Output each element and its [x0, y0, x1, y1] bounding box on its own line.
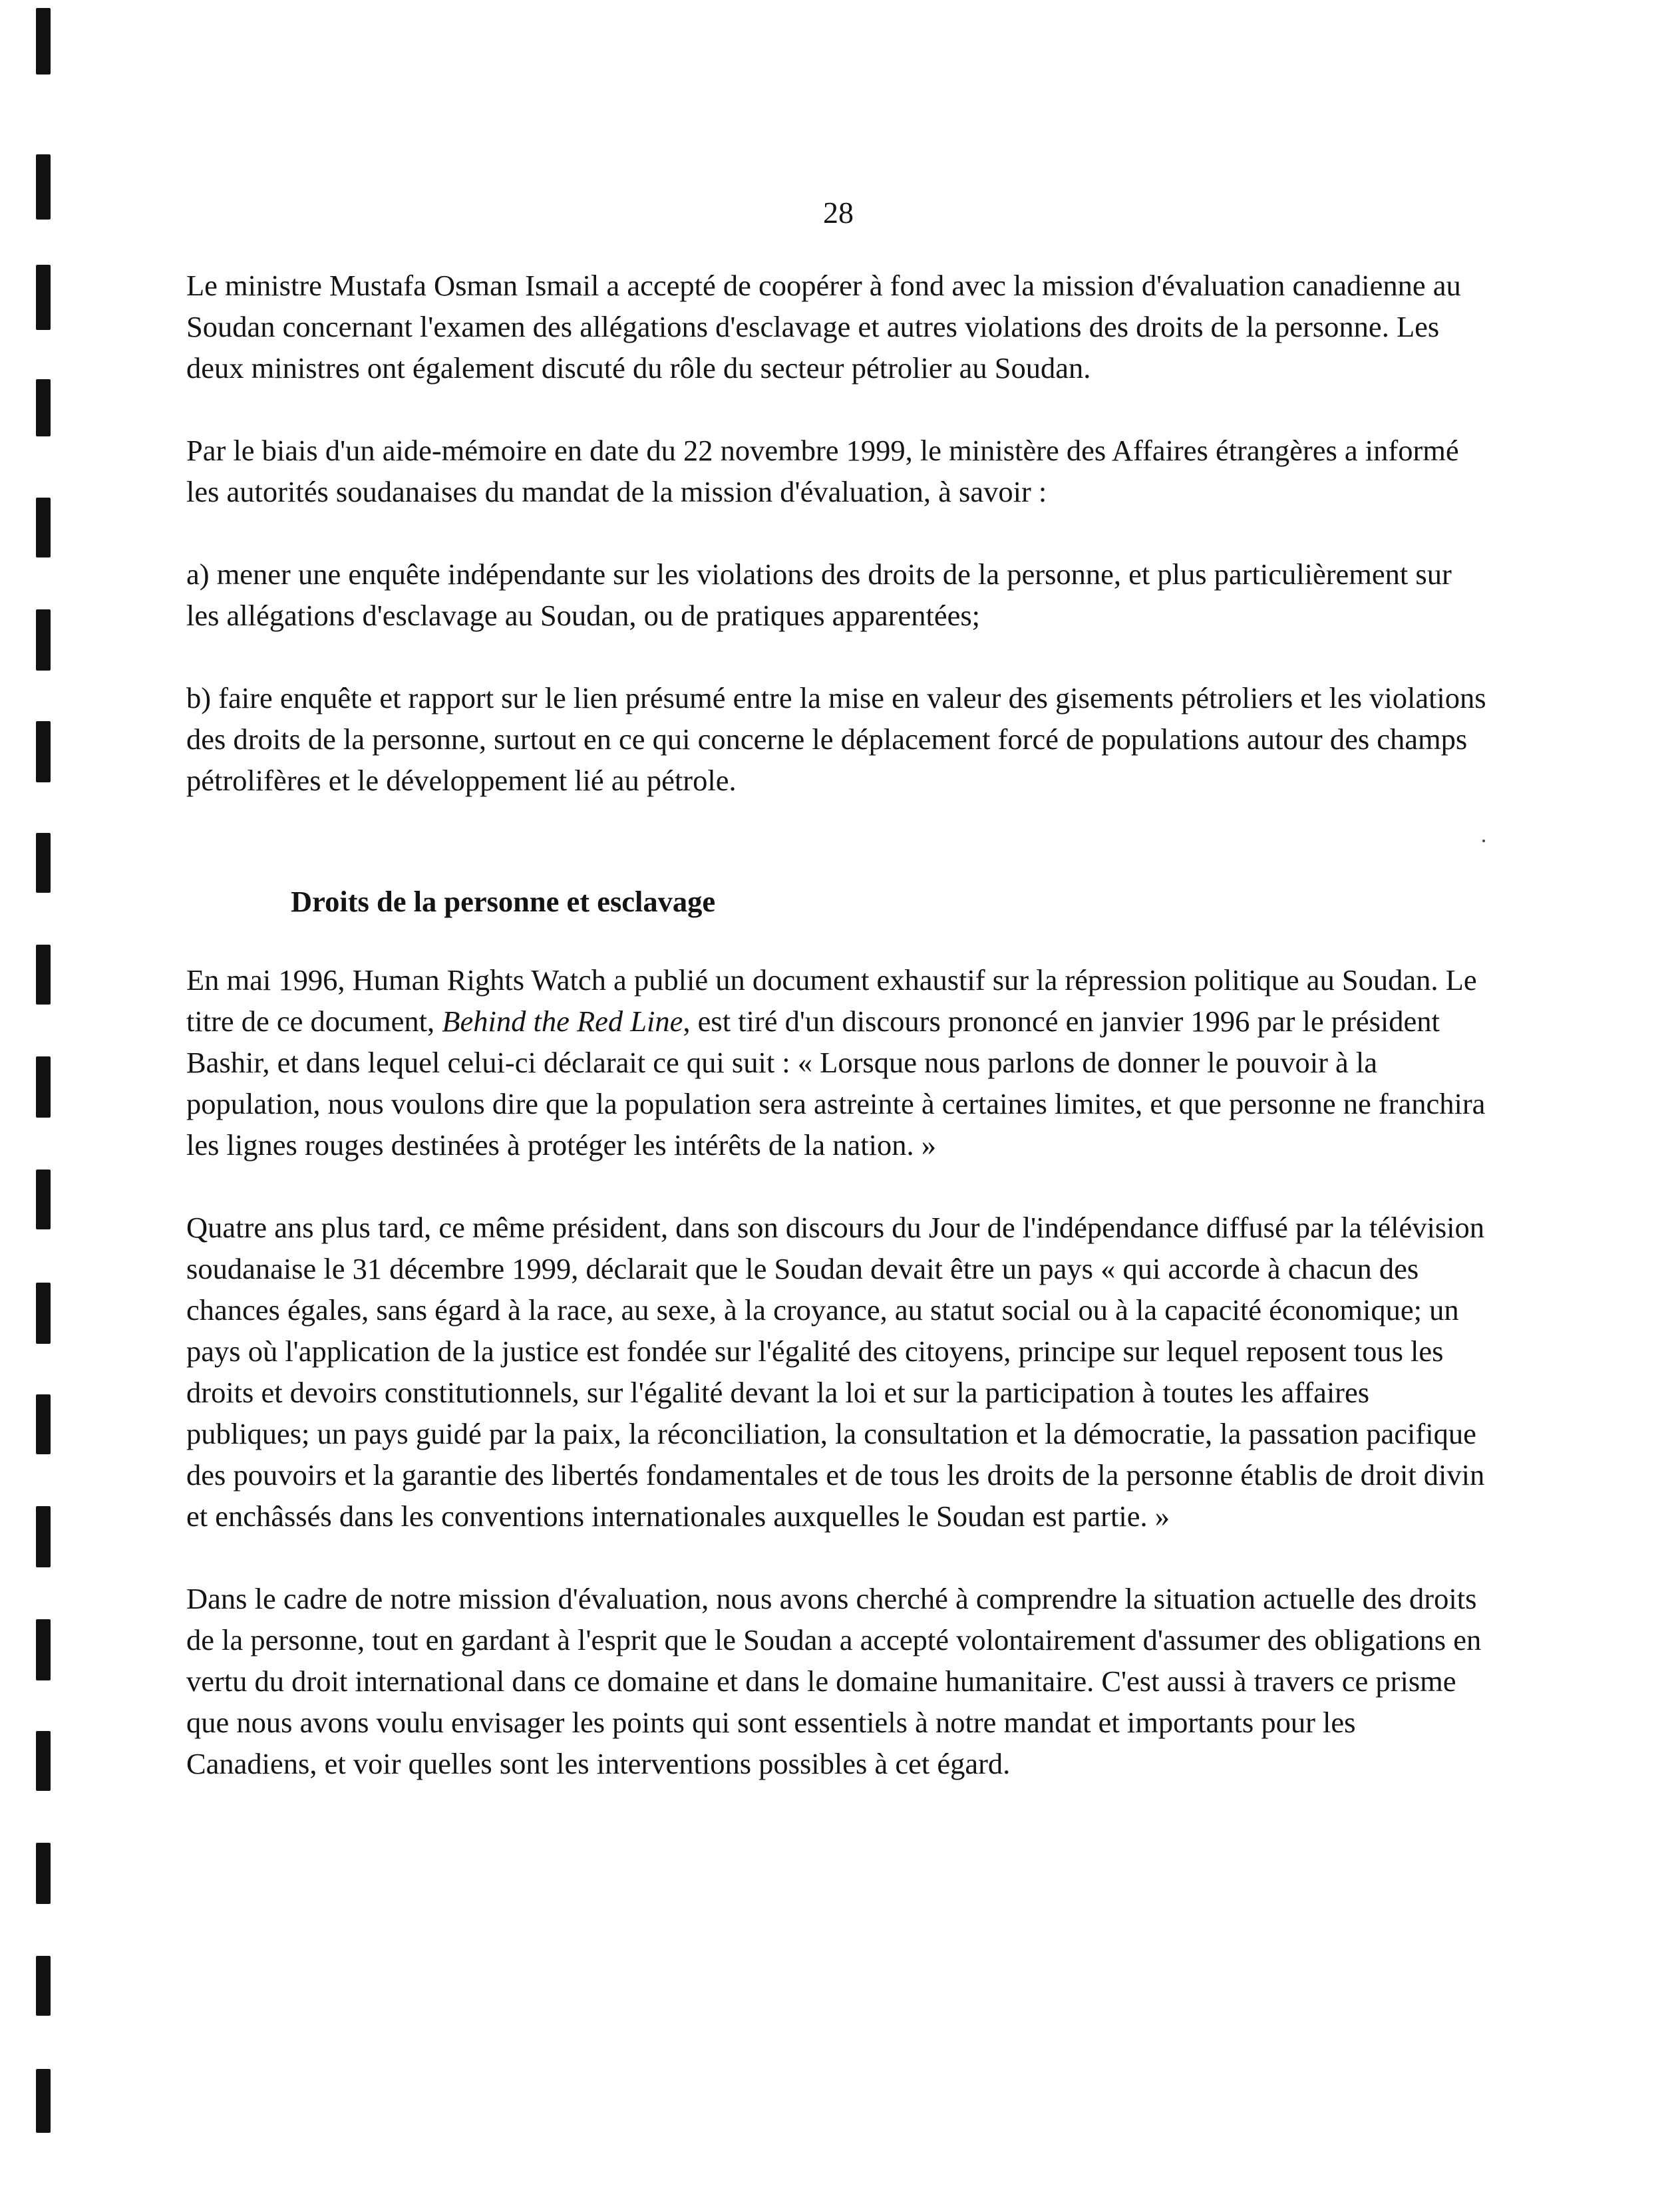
scan-margin-bar	[36, 833, 51, 893]
page-number: 28	[823, 196, 854, 230]
paragraph-hrw-text-before: En mai 1996, Human Rights Watch a publié un document exhaustif sur la répression politique au Soudan. Le titre de ce document,	[186, 963, 1477, 1038]
scan-margin-bar	[36, 721, 51, 782]
scan-margin-bar	[36, 2069, 51, 2133]
scan-margin-bar	[36, 1506, 51, 1567]
scan-margin-bar	[36, 498, 51, 557]
scan-margin-bar	[36, 1843, 51, 1904]
paragraph-quatre-ans: Quatre ans plus tard, ce même président, dans son discours du Jour de l'indépendance diffusé par la télévision soudanaise le 31 décembre 1999, déclarait que le Soudan devait être un pays « qui accorde à chacun des chances égales, sans égard à la race, au sexe, à la croyance, au statut social ou à la capacité économique; un pays où l'application de la justice est fondée sur l'égalité des citoyens, principe sur lequel reposent tous les droits et devoirs constitutionnels, sur l'égalité devant la loi et sur la participation à toutes les affaires publiques; un pays guidé par la paix, la réconciliation, la consultation et la démocratie, la passation pacifique des pouvoirs et la garantie des libertés fondamentales et de tous les droits de la personne établis de droit divin et enchâssés dans les conventions internationales auxquelles le Soudan est partie. »	[186, 1211, 1485, 1533]
document-body	[186, 265, 1490, 1825]
section-heading: Droits de la personne et esclavage	[291, 885, 716, 918]
scan-margin-bar	[36, 8, 51, 75]
paragraph-hrw-text-after: , est tiré d'un discours prononcé en janvier 1996 par le président Bashir, et dans lequel celui-ci déclarait ce qui suit : « Lorsque nous parlons de donner le pouvoir à la population, nous voulons dire que la population sera astreinte à certaines limites, et que personne ne franchira les lignes rouges destinées à protéger les intérêts de la nation. »	[186, 1005, 1486, 1162]
scan-margin-bar	[36, 1283, 51, 1344]
scan-margin-bar	[36, 945, 51, 1005]
paragraph-mandat-b: b) faire enquête et rapport sur le lien présumé entre la mise en valeur des gisements pétroliers et les violations des droits de la personne, surtout en ce qui concerne le déplacement forcé de populations autour des champs pétrolifères et le développement lié au pétrole.	[186, 681, 1486, 797]
paragraph-human-rights-watch	[186, 959, 1490, 1166]
scan-margin-bar	[36, 1956, 51, 2016]
scan-margin-bar	[36, 265, 51, 330]
scan-margin-bar	[36, 609, 51, 671]
paragraph-aide-memoire: Par le biais d'un aide-mémoire en date du 22 novembre 1999, le ministère des Affaires étrangères a informé les autorités soudanaises du mandat de la mission d'évaluation, à savoir :	[186, 434, 1459, 508]
scan-margin-bar	[36, 1170, 51, 1229]
scan-margin-bar	[36, 1619, 51, 1680]
document-title-italic: Behind the Red Line	[442, 1005, 683, 1038]
scan-margin-bar	[36, 1056, 51, 1118]
scan-margin-bars	[0, 0, 80, 2204]
paragraph-ministre: Le ministre Mustafa Osman Ismail a accepté de coopérer à fond avec la mission d'évaluation canadienne au Soudan concernant l'examen des allégations d'esclavage et autres violations des droits de la personne. Les deux ministres ont également discuté du rôle du secteur pétrolier au Soudan.	[186, 269, 1461, 385]
scan-margin-bar	[36, 154, 51, 220]
scan-margin-bar	[36, 1731, 51, 1791]
scan-margin-bar	[36, 379, 51, 436]
scan-margin-bar	[36, 1394, 51, 1454]
paragraph-mission-evaluation: Dans le cadre de notre mission d'évaluation, nous avons cherché à comprendre la situation actuelle des droits de la personne, tout en gardant à l'esprit que le Soudan a accepté volontairement d'assumer des obligations en vertu du droit international dans ce domaine et dans le domaine humanitaire. C'est aussi à travers ce prisme que nous avons voulu envisager les points qui sont essentiels à notre mandat et importants pour les Canadiens, et voir quelles sont les interventions possibles à cet égard.	[186, 1582, 1482, 1780]
paragraph-mandat-a: a) mener une enquête indépendante sur les violations des droits de la personne, et plus particulièrement sur les allégations d'esclavage au Soudan, ou de pratiques apparentées;	[186, 557, 1452, 632]
